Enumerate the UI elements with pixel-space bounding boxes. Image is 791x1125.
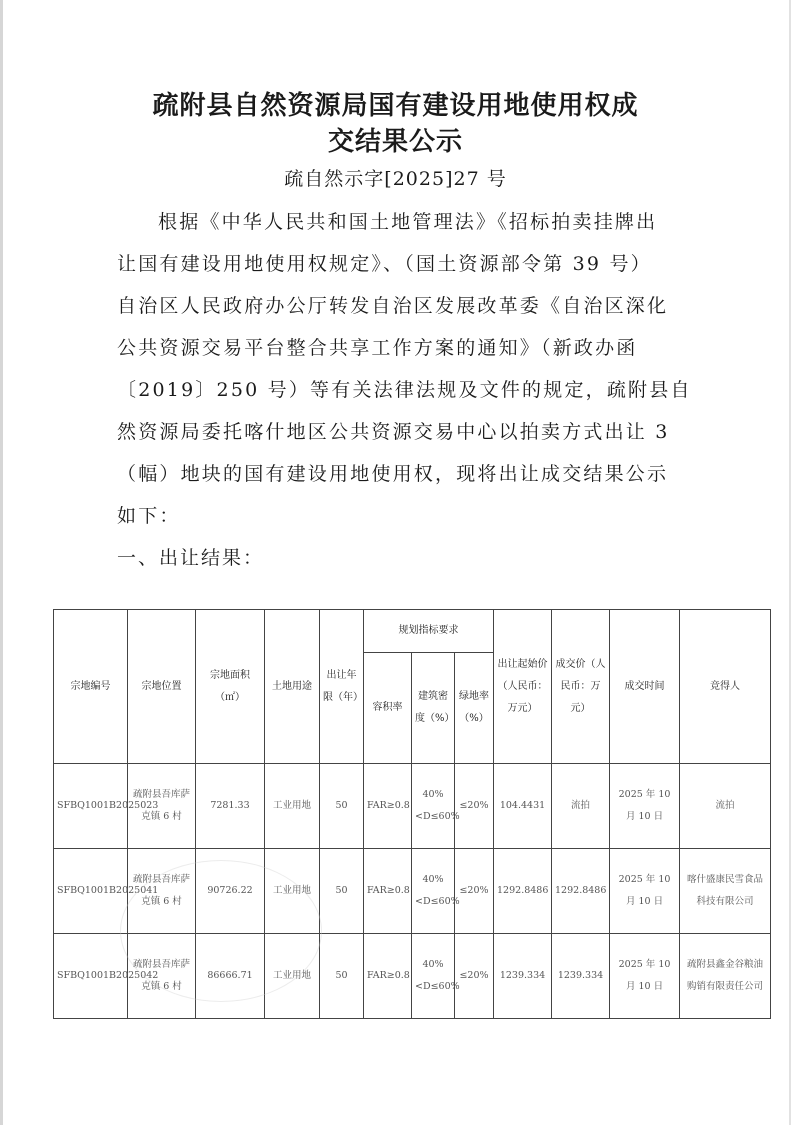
cell-term: 50 bbox=[320, 849, 364, 934]
cell-deal-time: 2025 年 10 月 10 日 bbox=[610, 934, 680, 1019]
result-table bbox=[53, 609, 771, 1019]
cell-land-use: 工业用地 bbox=[265, 764, 320, 849]
cell-area: 86666.71 bbox=[196, 934, 265, 1019]
header-start-price: 出让起始价（人民币：万元） bbox=[494, 610, 552, 764]
cell-area: 7281.33 bbox=[196, 764, 265, 849]
cell-density: 40%<D≤60% bbox=[412, 934, 455, 1019]
body-line: 让国有建设用地使用权规定》、（国土资源部令第 39 号） bbox=[117, 253, 652, 275]
body-line: 如下： bbox=[117, 505, 181, 527]
body-line: 自治区人民政府办公厅转发自治区发展改革委《自治区深化 bbox=[117, 295, 669, 317]
table-row bbox=[54, 849, 771, 934]
cell-density: 40%<D≤60% bbox=[412, 849, 455, 934]
body-line: 根据《中华人民共和国土地管理法》《招标拍卖挂牌出 bbox=[158, 211, 658, 233]
body-line: （幅）地块的国有建设用地使用权，现将出让成交结果公示 bbox=[117, 463, 669, 485]
cell-location: 疏附县吾库萨克镇 6 村 bbox=[128, 849, 196, 934]
cell-start-price: 1292.8486 bbox=[494, 849, 552, 934]
header-winner: 竞得人 bbox=[680, 610, 771, 764]
cell-deal-time: 2025 年 10 月 10 日 bbox=[610, 764, 680, 849]
title-line: 疏附县自然资源局国有建设用地使用权成 bbox=[152, 91, 639, 121]
cell-start-price: 104.4431 bbox=[494, 764, 552, 849]
body-line: 然资源局委托喀什地区公共资源交易中心以拍卖方式出让 3 bbox=[117, 421, 670, 443]
document-title bbox=[60, 88, 731, 160]
body-line: 公共资源交易平台整合共享工作方案的通知》（新政办函 bbox=[117, 337, 638, 359]
header-deal-price: 成交价（人民币：万元） bbox=[552, 610, 610, 764]
cell-deal-price: 1239.334 bbox=[552, 934, 610, 1019]
cell-land-use: 工业用地 bbox=[265, 849, 320, 934]
table-header-row bbox=[54, 610, 771, 653]
header-green: 绿地率（%） bbox=[455, 653, 494, 764]
header-density: 建筑密度（%） bbox=[412, 653, 455, 764]
document-number: 疏自然示字[2025]27 号 bbox=[284, 168, 507, 190]
cell-parcel-no: SFBQ1001B2025041 bbox=[54, 849, 128, 934]
cell-parcel-no: SFBQ1001B2025023 bbox=[54, 764, 128, 849]
cell-location: 疏附县吾库萨克镇 6 村 bbox=[128, 934, 196, 1019]
header-far: 容积率 bbox=[364, 653, 412, 764]
cell-winner: 疏附县鑫金谷粮油购销有限责任公司 bbox=[680, 934, 771, 1019]
cell-far: FAR≥0.8 bbox=[364, 849, 412, 934]
body-line: 〔2019〕250 号）等有关法律法规及文件的规定，疏附县自 bbox=[117, 379, 692, 401]
header-area: 宗地面积（㎡） bbox=[196, 610, 265, 764]
cell-green: ≤20% bbox=[455, 849, 494, 934]
header-parcel-no: 宗地编号 bbox=[54, 610, 128, 764]
cell-deal-price: 流拍 bbox=[552, 764, 610, 849]
cell-term: 50 bbox=[320, 764, 364, 849]
cell-deal-price: 1292.8486 bbox=[552, 849, 610, 934]
header-term: 出让年限（年） bbox=[320, 610, 364, 764]
header-planning-group: 规划指标要求 bbox=[364, 610, 494, 653]
cell-area: 90726.22 bbox=[196, 849, 265, 934]
cell-start-price: 1239.334 bbox=[494, 934, 552, 1019]
section-heading: 一、出让结果： bbox=[117, 547, 265, 569]
cell-density: 40%<D≤60% bbox=[412, 764, 455, 849]
cell-far: FAR≥0.8 bbox=[364, 764, 412, 849]
cell-location: 疏附县吾库萨克镇 6 村 bbox=[128, 764, 196, 849]
cell-term: 50 bbox=[320, 934, 364, 1019]
cell-green: ≤20% bbox=[455, 934, 494, 1019]
header-location: 宗地位置 bbox=[128, 610, 196, 764]
cell-winner: 喀什盛康民雪食品科技有限公司 bbox=[680, 849, 771, 934]
header-deal-time: 成交时间 bbox=[610, 610, 680, 764]
title-line: 交结果公示 bbox=[327, 127, 463, 157]
header-land-use: 土地用途 bbox=[265, 610, 320, 764]
cell-far: FAR≥0.8 bbox=[364, 934, 412, 1019]
cell-green: ≤20% bbox=[455, 764, 494, 849]
table-row bbox=[54, 764, 771, 849]
cell-parcel-no: SFBQ1001B2025042 bbox=[54, 934, 128, 1019]
cell-winner: 流拍 bbox=[680, 764, 771, 849]
cell-land-use: 工业用地 bbox=[265, 934, 320, 1019]
cell-deal-time: 2025 年 10 月 10 日 bbox=[610, 849, 680, 934]
table-row bbox=[54, 934, 771, 1019]
